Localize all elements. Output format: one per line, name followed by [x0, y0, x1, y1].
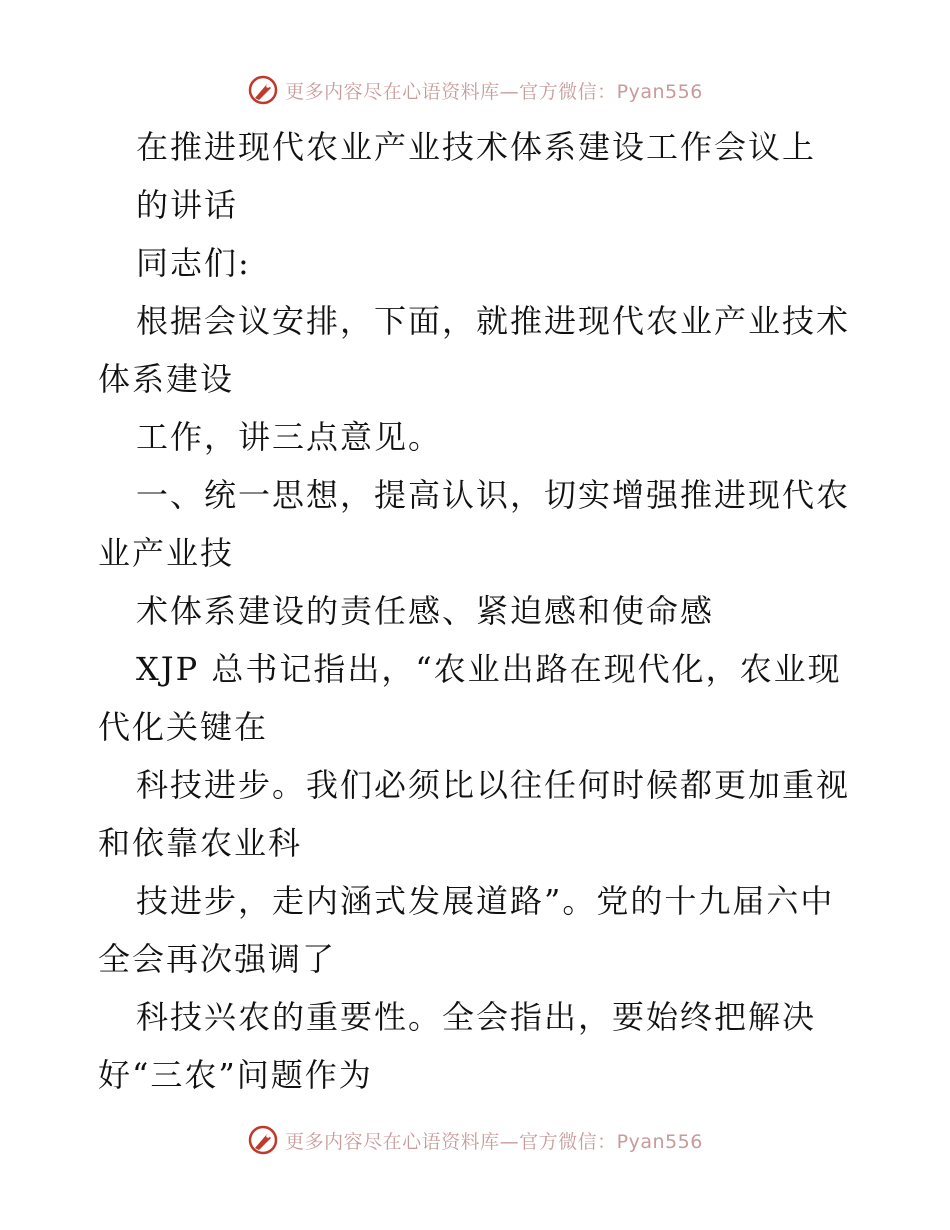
watermark-text: 更多内容尽在心语资料库—官方微信：Pyan556: [285, 80, 703, 103]
document-line: 全会再次强调了: [98, 940, 337, 978]
document-body: [98, 118, 854, 1104]
document-line: 代化关键在: [98, 708, 269, 746]
pen-nib-logo-icon: [247, 1124, 279, 1156]
document-line: 科技进步。我们必须比以往任何时候都更加重视: [136, 766, 851, 804]
document-line: 在推进现代农业产业技术体系建设工作会议上: [136, 128, 817, 166]
document-line: 和依靠农业科: [98, 824, 303, 862]
document-line: 一、统一思想，提高认识，切实增强推进现代农: [136, 476, 851, 514]
footer-watermark-banner: [0, 1120, 950, 1160]
watermark-text: 更多内容尽在心语资料库—官方微信：Pyan556: [285, 1130, 703, 1153]
document-line: 业产业技: [98, 534, 235, 572]
document-line: 技进步，走内涵式发展道路”。党的十九届六中: [136, 882, 835, 920]
document-line: 术体系建设的责任感、紧迫感和使命感: [136, 592, 715, 630]
header-watermark-banner: [0, 70, 950, 110]
document-line: 根据会议安排，下面，就推进现代农业产业技术: [136, 302, 851, 340]
document-line: 工作，讲三点意见。: [136, 418, 443, 456]
document-line: 科技兴农的重要性。全会指出，要始终把解决: [136, 998, 817, 1036]
pen-nib-logo-icon: [247, 74, 279, 106]
document-line: 同志们:: [136, 244, 251, 282]
document-line: XJP 总书记指出，“农业出路在现代化，农业现: [136, 650, 842, 688]
document-line: 好“三农”问题作为: [98, 1056, 373, 1094]
document-line: 体系建设: [98, 360, 235, 398]
document-line: 的讲话: [136, 186, 239, 224]
